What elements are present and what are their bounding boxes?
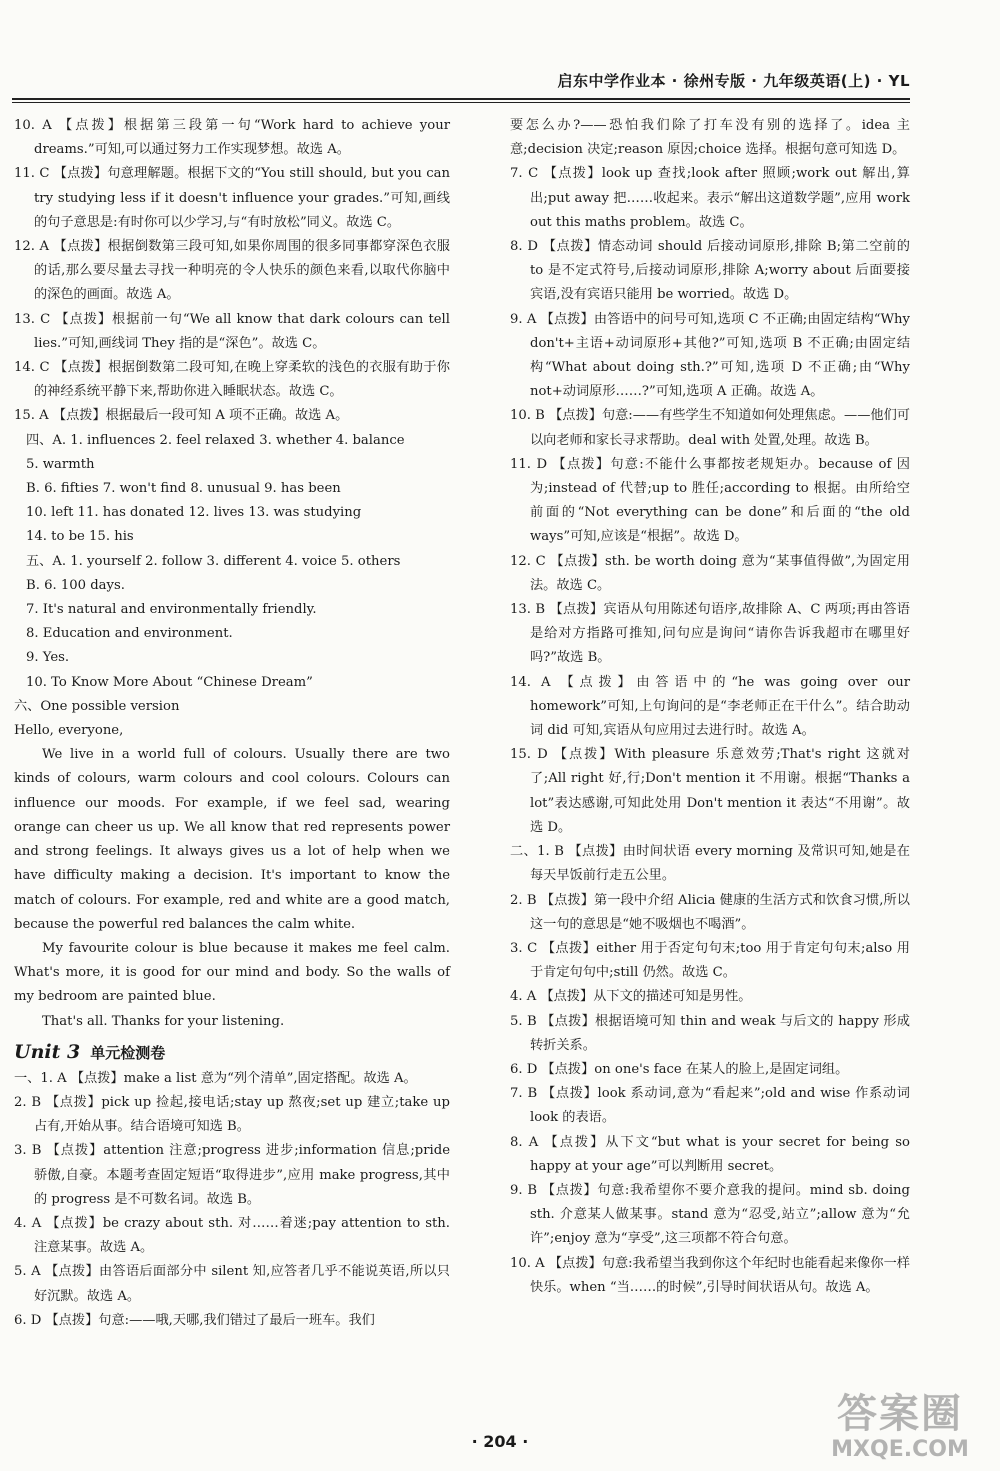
answer-line: 14. to be 15. his bbox=[26, 529, 134, 545]
answer-line: 5. warmth bbox=[26, 456, 95, 472]
answer-item: 一、1. A 【点拨】make a list 意为“列个清单”,固定搭配。故选 A。 bbox=[14, 1070, 417, 1086]
answer-item: 14. A 【点拨】由答语中的“he was going over our homework”可知,上句询问的是“李老师正在干什么”。结合助动词 did 可知,宾语从句应用过去进行时。故选 A。 bbox=[510, 674, 910, 739]
answer-line: 10. left 11. has donated 12. lives 13. was studying bbox=[26, 505, 362, 521]
unit-heading bbox=[14, 1038, 450, 1067]
answer-item: 9. A 【点拨】由答语中的问号可知,选项 C 不正确;由固定结构“Why don't+主语+动词原形+其他?”可知,选项 B 不正确;由固定结构“What about doing sth.?”可知,选项 D 不正确;由“Why not+动词原形……?”可知,选项 A 正确。故选 A。 bbox=[510, 311, 910, 400]
answer-item: 6. D 【点拨】句意:——哦,天哪,我们错过了最后一班车。我们 bbox=[14, 1312, 375, 1328]
essay-paragraph: We live in a world full of colours. Usually there are two kinds of colours, warm colours and cool colours. Colours can influence our moods. For example, if we feel sad, wearing orange can cheer us up. We all know that red represents power and strong feelings. It always gives us a lot of help when we have difficulty making a decision. It's important to know the match of colours. For example, red and white are a good match, because the powerful red balances the calm white. bbox=[14, 747, 450, 932]
unit-subtitle: 单元检测卷 bbox=[90, 1043, 166, 1062]
answer-item: 10. A 【点拨】根据第三段第一句“Work hard to achieve your dreams.”可知,可以通过努力工作实现梦想。故选 A。 bbox=[14, 118, 450, 158]
answer-item: 15. D 【点拨】With pleasure 乐意效劳;That's right 这就对了;All right 好,行;Don't mention it 不用谢。根据“Thanks a lot”表达感谢,可知此处用 Don't mention it 表达“不用谢”。故选 D。 bbox=[510, 747, 910, 835]
answer-item: 8. A 【点拨】从下文“but what is your secret for being so happy at your age”可以判断用 secret。 bbox=[510, 1134, 910, 1174]
answer-line: 10. To Know More About “Chinese Dream” bbox=[26, 674, 313, 690]
answer-item: 2. B 【点拨】pick up 捡起,接电话;stay up 熬夜;set up 建立;take up 占有,开始从事。结合语境可知选 B。 bbox=[14, 1094, 450, 1135]
answer-item: 11. D 【点拨】句意:不能什么事都按老规矩办。because of 因为;instead of 代替;up to 胜任;according to 根据。由所给空前面的“Not everything can be done”和后面的“the old ways”可知,应该是“根据”。故选 D。 bbox=[510, 456, 910, 545]
answer-item: 12. C 【点拨】sth. be worth doing 意为“某事值得做”,为固定用法。故选 C。 bbox=[510, 553, 910, 593]
right-column bbox=[510, 114, 910, 1300]
answer-item: 4. A 【点拨】be crazy about sth. 对……着迷;pay attention to sth. 注意某事。故选 A。 bbox=[14, 1215, 450, 1256]
watermark-logo bbox=[810, 1390, 990, 1465]
answer-line: 五、A. 1. yourself 2. follow 3. different 4. voice 5. others bbox=[26, 553, 401, 569]
answer-item: 8. D 【点拨】情态动词 should 后接动词原形,排除 B;第二空前的 to 是不定式符号,后接动词原形,排除 A;worry about 后面要接宾语,没有宾语只能用 be worried。故选 D。 bbox=[510, 239, 910, 303]
page-number: · 204 · bbox=[471, 1432, 529, 1451]
answer-item: 9. B 【点拨】句意:我希望你不要介意我的提问。mind sb. doing sth. 介意某人做某事。stand 意为“忍受,站立”;allow 意为“允许”;enjoy 意为“享受”,这三项都不符合句意。 bbox=[510, 1182, 910, 1247]
answer-item: 11. C 【点拨】句意理解题。根据下文的“You still should, but you can try studying less if it doesn't influence your grades.”可知,画线的句子意思是:有时你可以少学习,与“有时放松”同义。故选 C。 bbox=[14, 166, 450, 230]
watermark-logo-text: 答案圈 bbox=[837, 1391, 963, 1437]
answer-item: 13. C 【点拨】根据前一句“We all know that dark colours can tell lies.”可知,画线词 They 指的是“深色”。故选 C。 bbox=[14, 311, 450, 351]
answer-item: 3. C 【点拨】either 用于否定句句末;too 用于肯定句句末;also 用于肯定句句中;still 仍然。故选 C。 bbox=[510, 940, 910, 981]
running-header: 启东中学作业本 · 徐州专版 · 九年级英语(上) · YL bbox=[557, 72, 910, 90]
answer-item: 5. A 【点拨】由答语后面部分中 silent 知,应答者几乎不能说英语,所以只好沉默。故选 A。 bbox=[14, 1264, 450, 1304]
header-rule bbox=[12, 98, 910, 100]
essay-paragraph: That's all. Thanks for your listening. bbox=[42, 1013, 285, 1029]
answer-item: 10. A 【点拨】句意:我希望当我到你这个年纪时也能看起来像你一样快乐。when “当……的时候”,引导时间状语从句。故选 A。 bbox=[510, 1255, 910, 1295]
answer-line: 8. Education and environment. bbox=[26, 626, 233, 642]
answer-item: 二、1. B 【点拨】由时间状语 every morning 及常识可知,她是在每天早饭前行走五公里。 bbox=[510, 844, 910, 884]
answer-line: 四、A. 1. influences 2. feel relaxed 3. whether 4. balance bbox=[26, 432, 405, 448]
answer-item: 14. C 【点拨】根据倒数第二段可知,在晚上穿柔软的浅色的衣服有助于你的神经系统平静下来,帮助你进入睡眠状态。故选 C。 bbox=[14, 360, 450, 400]
answer-item: 15. A 【点拨】根据最后一段可知 A 项不正确。故选 A。 bbox=[14, 408, 349, 424]
answer-item: 7. B 【点拨】look 系动词,意为“看起来”;old and wise 作系动词 look 的表语。 bbox=[510, 1086, 910, 1126]
header-rule-thin bbox=[12, 102, 910, 103]
answer-item: 6. D 【点拨】on one's face 在某人的脸上,是固定词组。 bbox=[510, 1061, 849, 1077]
essay-greeting: Hello, everyone, bbox=[14, 723, 124, 739]
unit-title: Unit 3 bbox=[14, 1040, 81, 1063]
answer-item: 10. B 【点拨】句意:——有些学生不知道如何处理焦虑。——他们可以向老师和家长寻求帮助。deal with 处置,处理。故选 B。 bbox=[510, 408, 910, 448]
answer-line: 7. It's natural and environmentally friendly. bbox=[26, 602, 317, 618]
answer-item: 3. B 【点拨】attention 注意;progress 进步;information 信息;pride 骄傲,自豪。本题考查固定短语“取得进步”,应用 make progress,其中的 progress 是不可数名词。故选 B。 bbox=[14, 1143, 450, 1207]
answer-item: 13. B 【点拨】宾语从句用陈述句语序,故排除 A、C 两项;再由答语是给对方指路可推知,问句应是询问“请你告诉我超市在哪里好吗?”故选 B。 bbox=[510, 602, 910, 666]
answer-item: 7. C 【点拨】look up 查找;look after 照顾;work out 解出,算出;put away 把……收起来。表示“解出这道数学题”,应用 work out this maths problem。故选 C。 bbox=[510, 166, 910, 230]
six-title: 六、One possible version bbox=[14, 698, 180, 714]
left-column bbox=[14, 114, 450, 1333]
answer-item: 4. A 【点拨】从下文的描述可知是男性。 bbox=[510, 989, 752, 1005]
answer-item: 5. B 【点拨】根据语境可知 thin and weak 与后文的 happy 形成转折关系。 bbox=[510, 1013, 910, 1053]
answer-line: B. 6. fifties 7. won't find 8. unusual 9. has been bbox=[26, 481, 341, 497]
answer-line: B. 6. 100 days. bbox=[26, 577, 125, 593]
answer-item: 12. A 【点拨】根据倒数第三段可知,如果你周围的很多同事都穿深色衣服的话,那么要尽量去寻找一种明亮的令人快乐的颜色来看,以取代你脑中的深色的画面。故选 A。 bbox=[14, 239, 450, 303]
answer-line: 9. Yes. bbox=[26, 650, 70, 666]
watermark-url: MXQE.COM bbox=[831, 1437, 969, 1462]
answer-item: 2. B 【点拨】第一段中介绍 Alicia 健康的生活方式和饮食习惯,所以这一句的意思是“她不吸烟也不喝酒”。 bbox=[510, 892, 910, 932]
essay-paragraph: My favourite colour is blue because it makes me feel calm. What's more, it is good for our mind and body. So the walls of my bedroom are painted blue. bbox=[14, 940, 450, 1005]
answer-item: 要怎么办?——恐怕我们除了打车没有别的选择了。idea 主意;decision 决定;reason 原因;choice 选择。根据句意可知选 D。 bbox=[510, 118, 910, 158]
